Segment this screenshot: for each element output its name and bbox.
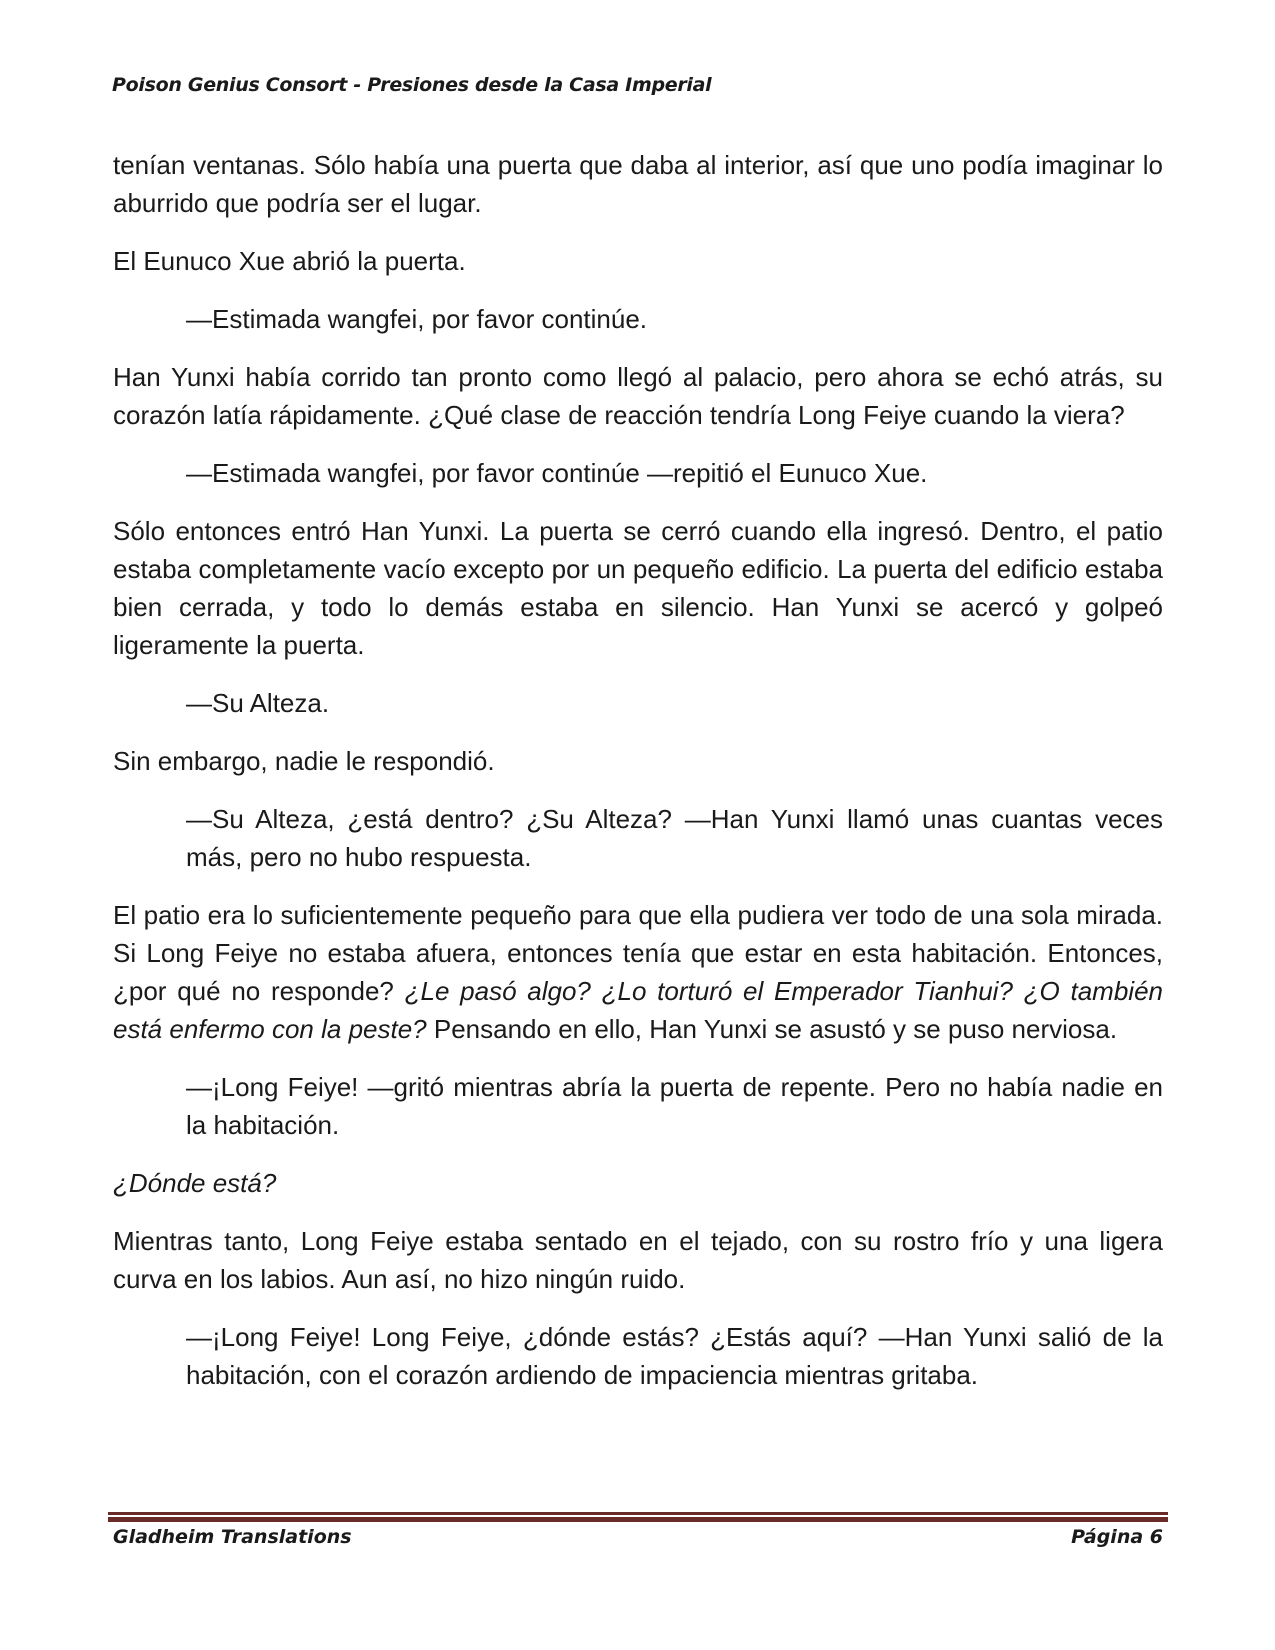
text-span: Sin embargo, nadie le respondió. bbox=[113, 746, 495, 776]
narrative-paragraph bbox=[113, 242, 1163, 280]
text-span: Pensando en ello, Han Yunxi se asustó y se puso nerviosa. bbox=[426, 1014, 1118, 1044]
narrative-paragraph bbox=[113, 896, 1163, 1048]
narrative-paragraph bbox=[113, 358, 1163, 434]
narrative-paragraph bbox=[113, 1164, 1163, 1202]
text-span: tenían ventanas. Sólo había una puerta que daba al interior, así que uno podía imaginar lo aburrido que podría ser el lugar. bbox=[113, 150, 1163, 218]
page-header-title: Poison Genius Consort - Presiones desde la Casa Imperial bbox=[112, 74, 712, 96]
text-span: —Estimada wangfei, por favor continúe. bbox=[186, 304, 648, 334]
dialogue-paragraph bbox=[113, 300, 1163, 338]
text-span: Mientras tanto, Long Feiye estaba sentado en el tejado, con su rostro frío y una ligera curva en los labios. Aun así, no hizo ningún ruido. bbox=[113, 1226, 1163, 1294]
footer-publisher: Gladheim Translations bbox=[113, 1526, 352, 1548]
text-span: —Su Alteza, ¿está dentro? ¿Su Alteza? —Han Yunxi llamó unas cuantas veces más, pero no hubo respuesta. bbox=[186, 804, 1163, 872]
text-span: —¡Long Feiye! Long Feiye, ¿dónde estás? ¿Estás aquí? —Han Yunxi salió de la habitación, con el corazón ardiendo de impaciencia mientras gritaba. bbox=[186, 1322, 1163, 1390]
dialogue-paragraph bbox=[113, 800, 1163, 876]
dialogue-paragraph bbox=[113, 1068, 1163, 1144]
narrative-paragraph bbox=[113, 512, 1163, 664]
document-body bbox=[113, 146, 1163, 1394]
text-span: El Eunuco Xue abrió la puerta. bbox=[113, 246, 466, 276]
text-span: El patio era lo suficientemente pequeño para que ella pudiera ver todo de una sola mirada. Si Long Feiye no estaba afuera, entonces tenía que estar en esta habitación. Entonces, ¿por qué no responde? bbox=[113, 900, 1163, 1006]
dialogue-paragraph bbox=[113, 1318, 1163, 1394]
italic-text-span: ¿Dónde está? bbox=[113, 1168, 277, 1198]
text-span: —¡Long Feiye! —gritó mientras abría la puerta de repente. Pero no había nadie en la habitación. bbox=[186, 1072, 1163, 1140]
text-span: Sólo entonces entró Han Yunxi. La puerta se cerró cuando ella ingresó. Dentro, el patio estaba completamente vacío excepto por un pequeño edificio. La puerta del edificio estaba bien cerrada, y todo lo demás estaba en silencio. Han Yunxi se acercó y golpeó ligeramente la puerta. bbox=[113, 516, 1163, 660]
narrative-paragraph bbox=[113, 1222, 1163, 1298]
narrative-paragraph bbox=[113, 146, 1163, 222]
dialogue-paragraph bbox=[113, 684, 1163, 722]
text-span: —Su Alteza. bbox=[186, 688, 330, 718]
dialogue-paragraph bbox=[113, 454, 1163, 492]
text-span: Han Yunxi había corrido tan pronto como llegó al palacio, pero ahora se echó atrás, su corazón latía rápidamente. ¿Qué clase de reacción tendría Long Feiye cuando la viera? bbox=[113, 362, 1163, 430]
footer-page-number: Página 6 bbox=[1071, 1526, 1163, 1548]
narrative-paragraph bbox=[113, 742, 1163, 780]
italic-text-span: ¿Le pasó algo? ¿Lo torturó el Emperador Tianhui? ¿O también está enfermo con la peste? bbox=[113, 976, 1163, 1044]
footer-divider bbox=[108, 1512, 1168, 1522]
text-span: —Estimada wangfei, por favor continúe —repitió el Eunuco Xue. bbox=[186, 458, 928, 488]
